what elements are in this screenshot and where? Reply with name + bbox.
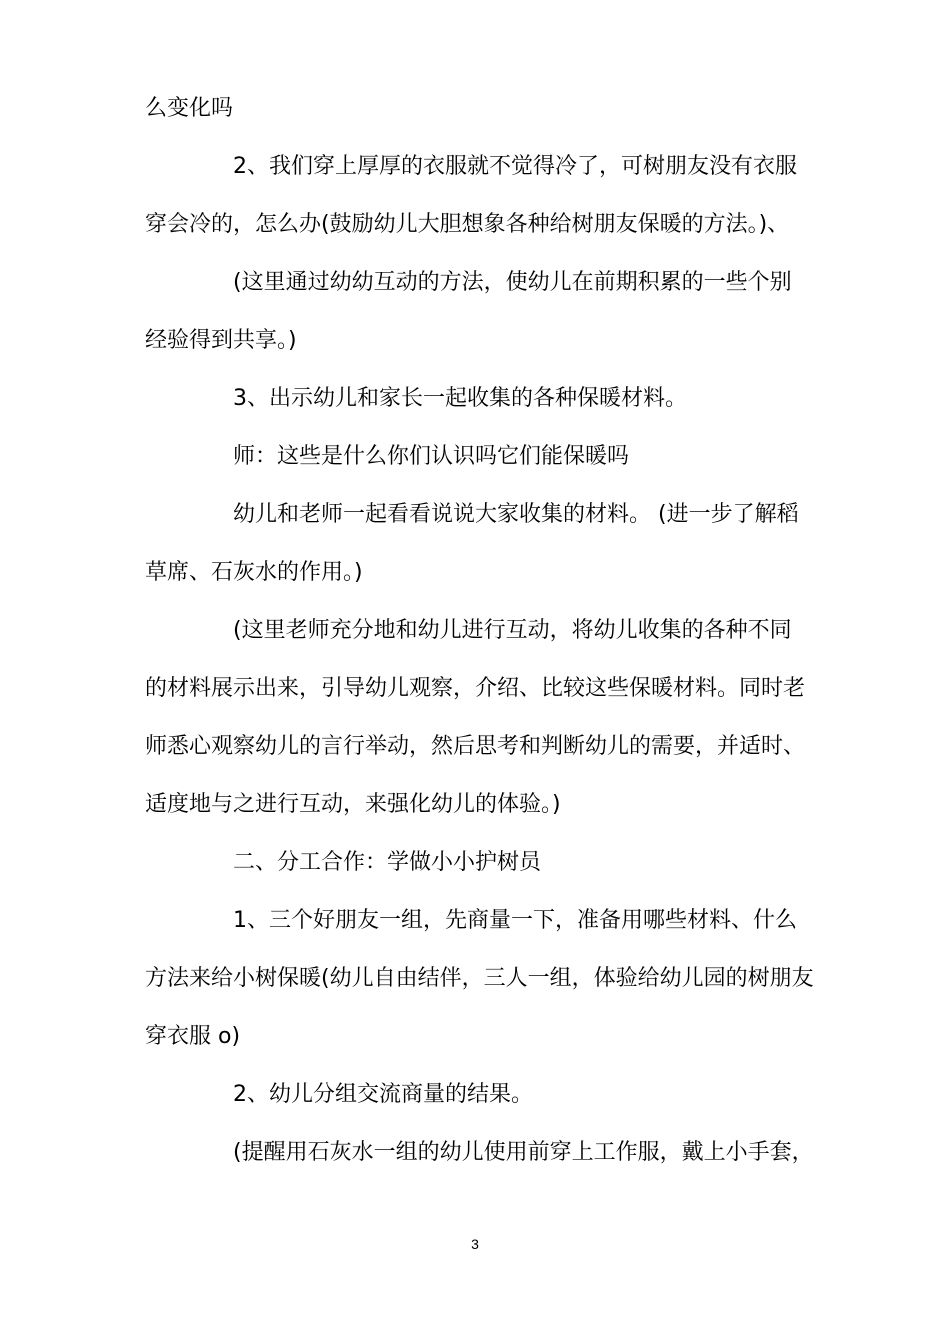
text-line: 1、三个好朋友一组，先商量一下，准备用哪些材料、什么 bbox=[233, 908, 797, 933]
text-line: 经验得到共享。) bbox=[145, 328, 297, 353]
text-line: 幼儿和老师一起看看说说大家收集的材料。 (进一步了解稻 bbox=[233, 502, 799, 527]
text-line: (这里老师充分地和幼儿进行互动，将幼儿收集的各种不同 bbox=[233, 618, 792, 643]
page-number: 3 bbox=[471, 1236, 479, 1252]
text-line: 穿会冷的，怎么办(鼓励幼儿大胆想象各种给树朋友保暖的方法。)、 bbox=[145, 212, 790, 237]
document-body bbox=[145, 90, 814, 1172]
text-line: 草席、石灰水的作用。) bbox=[145, 560, 363, 585]
text-line: 2、我们穿上厚厚的衣服就不觉得冷了，可树朋友没有衣服 bbox=[233, 154, 797, 179]
text-line: 师悉心观察幼儿的言行举动，然后思考和判断幼儿的需要，并适时、 bbox=[145, 734, 806, 759]
text-line: 么变化吗 bbox=[145, 96, 234, 121]
text-line: 2、幼儿分组交流商量的结果。 bbox=[233, 1082, 533, 1107]
text-line: 适度地与之进行互动，来强化幼儿的体验。) bbox=[145, 792, 561, 817]
section-heading: 二、分工合作：学做小小护树员 bbox=[233, 850, 542, 875]
text-line: 方法来给小树保暖(幼儿自由结伴，三人一组，体验给幼儿园的树朋友 bbox=[145, 966, 814, 991]
text-line: (这里通过幼幼互动的方法，使幼儿在前期积累的一些个别 bbox=[233, 270, 792, 295]
text-line: 的材料展示出来，引导幼儿观察，介绍、比较这些保暖材料。同时老 bbox=[145, 676, 806, 701]
text-line: (提醒用石灰水一组的幼儿使用前穿上工作服，戴上小手套， bbox=[233, 1140, 814, 1165]
text-line: 3、出示幼儿和家长一起收集的各种保暖材料。 bbox=[233, 386, 687, 411]
text-line: 穿衣服 o) bbox=[145, 1024, 241, 1049]
text-line: 师：这些是什么你们认识吗它们能保暖吗 bbox=[233, 444, 630, 469]
